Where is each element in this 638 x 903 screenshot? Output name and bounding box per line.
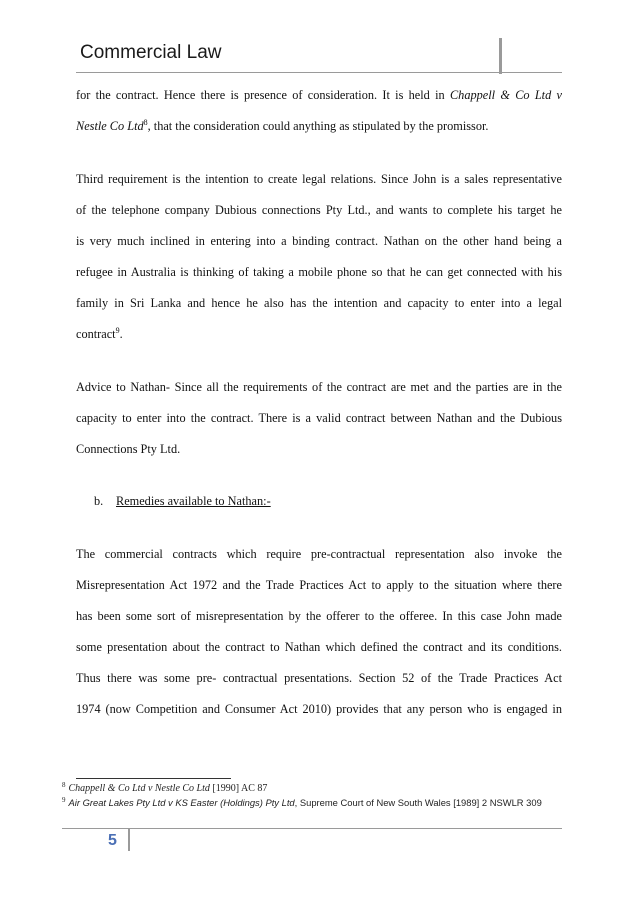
header-rule [76, 72, 562, 73]
paragraph-remedies-line-1: The commercial contracts which require pre-contractual representation also invoke the [76, 547, 562, 561]
paragraph-consideration-line-1: for the contract. Hence there is presence of consideration. It is held in Chappell & Co Ltd v [76, 88, 562, 102]
paragraph-remedies-line-2: Misrepresentation Act 1972 and the Trade Practices Act to apply to the situation where there [76, 578, 562, 592]
footnote-ref-9[interactable]: 9 [115, 325, 120, 335]
running-header-title: Commercial Law [80, 42, 222, 63]
page-number: 5 [108, 832, 117, 849]
section-heading-remedies: Remedies available to Nathan:- [116, 494, 271, 508]
footnote-case: Chappell & Co Ltd v Nestle Co Ltd [68, 783, 210, 794]
paragraph-intention-line-6: contract$^9$. [76, 325, 123, 341]
paragraph-consideration-line-2: Nestle Co Ltd$^8$, that the consideration could anything as stipulated by the promissor. [76, 117, 489, 133]
paragraph-remedies-line-5: Thus there was some pre- contractual presentations. Section 52 of the Trade Practices Act [76, 671, 562, 685]
paragraph-advice-line-1: Advice to Nathan- Since all the requirements of the contract are met and the parties are in the [76, 380, 562, 394]
footnote-separator [76, 778, 231, 779]
paragraph-remedies-line-4: some presentation about the contract to Nathan which defined the contract and its conditions. [76, 640, 562, 654]
case-citation: Chappell & Co Ltd v [449, 88, 562, 102]
paragraph-advice-line-3: Connections Pty Ltd. [76, 442, 181, 456]
paragraph-intention-line-3: is very much inclined in entering into a binding contract. Nathan on the other hand being a [76, 234, 562, 248]
body-text [76, 80, 562, 725]
paragraph-intention-line-1: Third requirement is the intention to create legal relations. Since John is a sales representative [76, 172, 562, 186]
footnotes [62, 782, 562, 811]
header-vertical-bar [499, 38, 502, 74]
footnote-9: $^9$ Air Great Lakes Pty Ltd v KS Easter (Holdings) Pty Ltd, Supreme Court of New South Wales [1989] 2 NSWLR 309 [62, 795, 542, 808]
paragraph-remedies-line-3: has been some sort of misrepresentation by the offerer to the offeree. In this case John made [76, 609, 562, 623]
footnote-ref-8[interactable]: 8 [143, 117, 148, 127]
case-citation: Nestle Co Ltd [76, 119, 144, 133]
footer-vertical-bar [128, 829, 130, 851]
list-item-letter: b. [94, 494, 104, 508]
list-item-remedies [76, 486, 562, 517]
paragraph-intention-line-4: refugee in Australia is thinking of taking a mobile phone so that he can get connected with his [76, 265, 562, 279]
footnote-8: $^8$ Chappell & Co Ltd v Nestle Co Ltd [1990] AC 87 [62, 780, 268, 794]
paragraph-remedies-line-6: 1974 (now Competition and Consumer Act 2010) provides that any person who is engaged in [76, 702, 562, 716]
paragraph-intention-line-5: family in Sri Lanka and hence he also has the intention and capacity to enter into a legal [76, 296, 562, 310]
footnote-case: Air Great Lakes Pty Ltd v KS Easter (Holdings) Pty Ltd [68, 797, 295, 808]
footer-rule [62, 828, 562, 829]
paragraph-intention-line-2: of the telephone company Dubious connections Pty Ltd., and wants to complete his target he [76, 203, 562, 217]
paragraph-advice-line-2: capacity to enter into the contract. There is a valid contract between Nathan and the Dubious [76, 411, 562, 425]
